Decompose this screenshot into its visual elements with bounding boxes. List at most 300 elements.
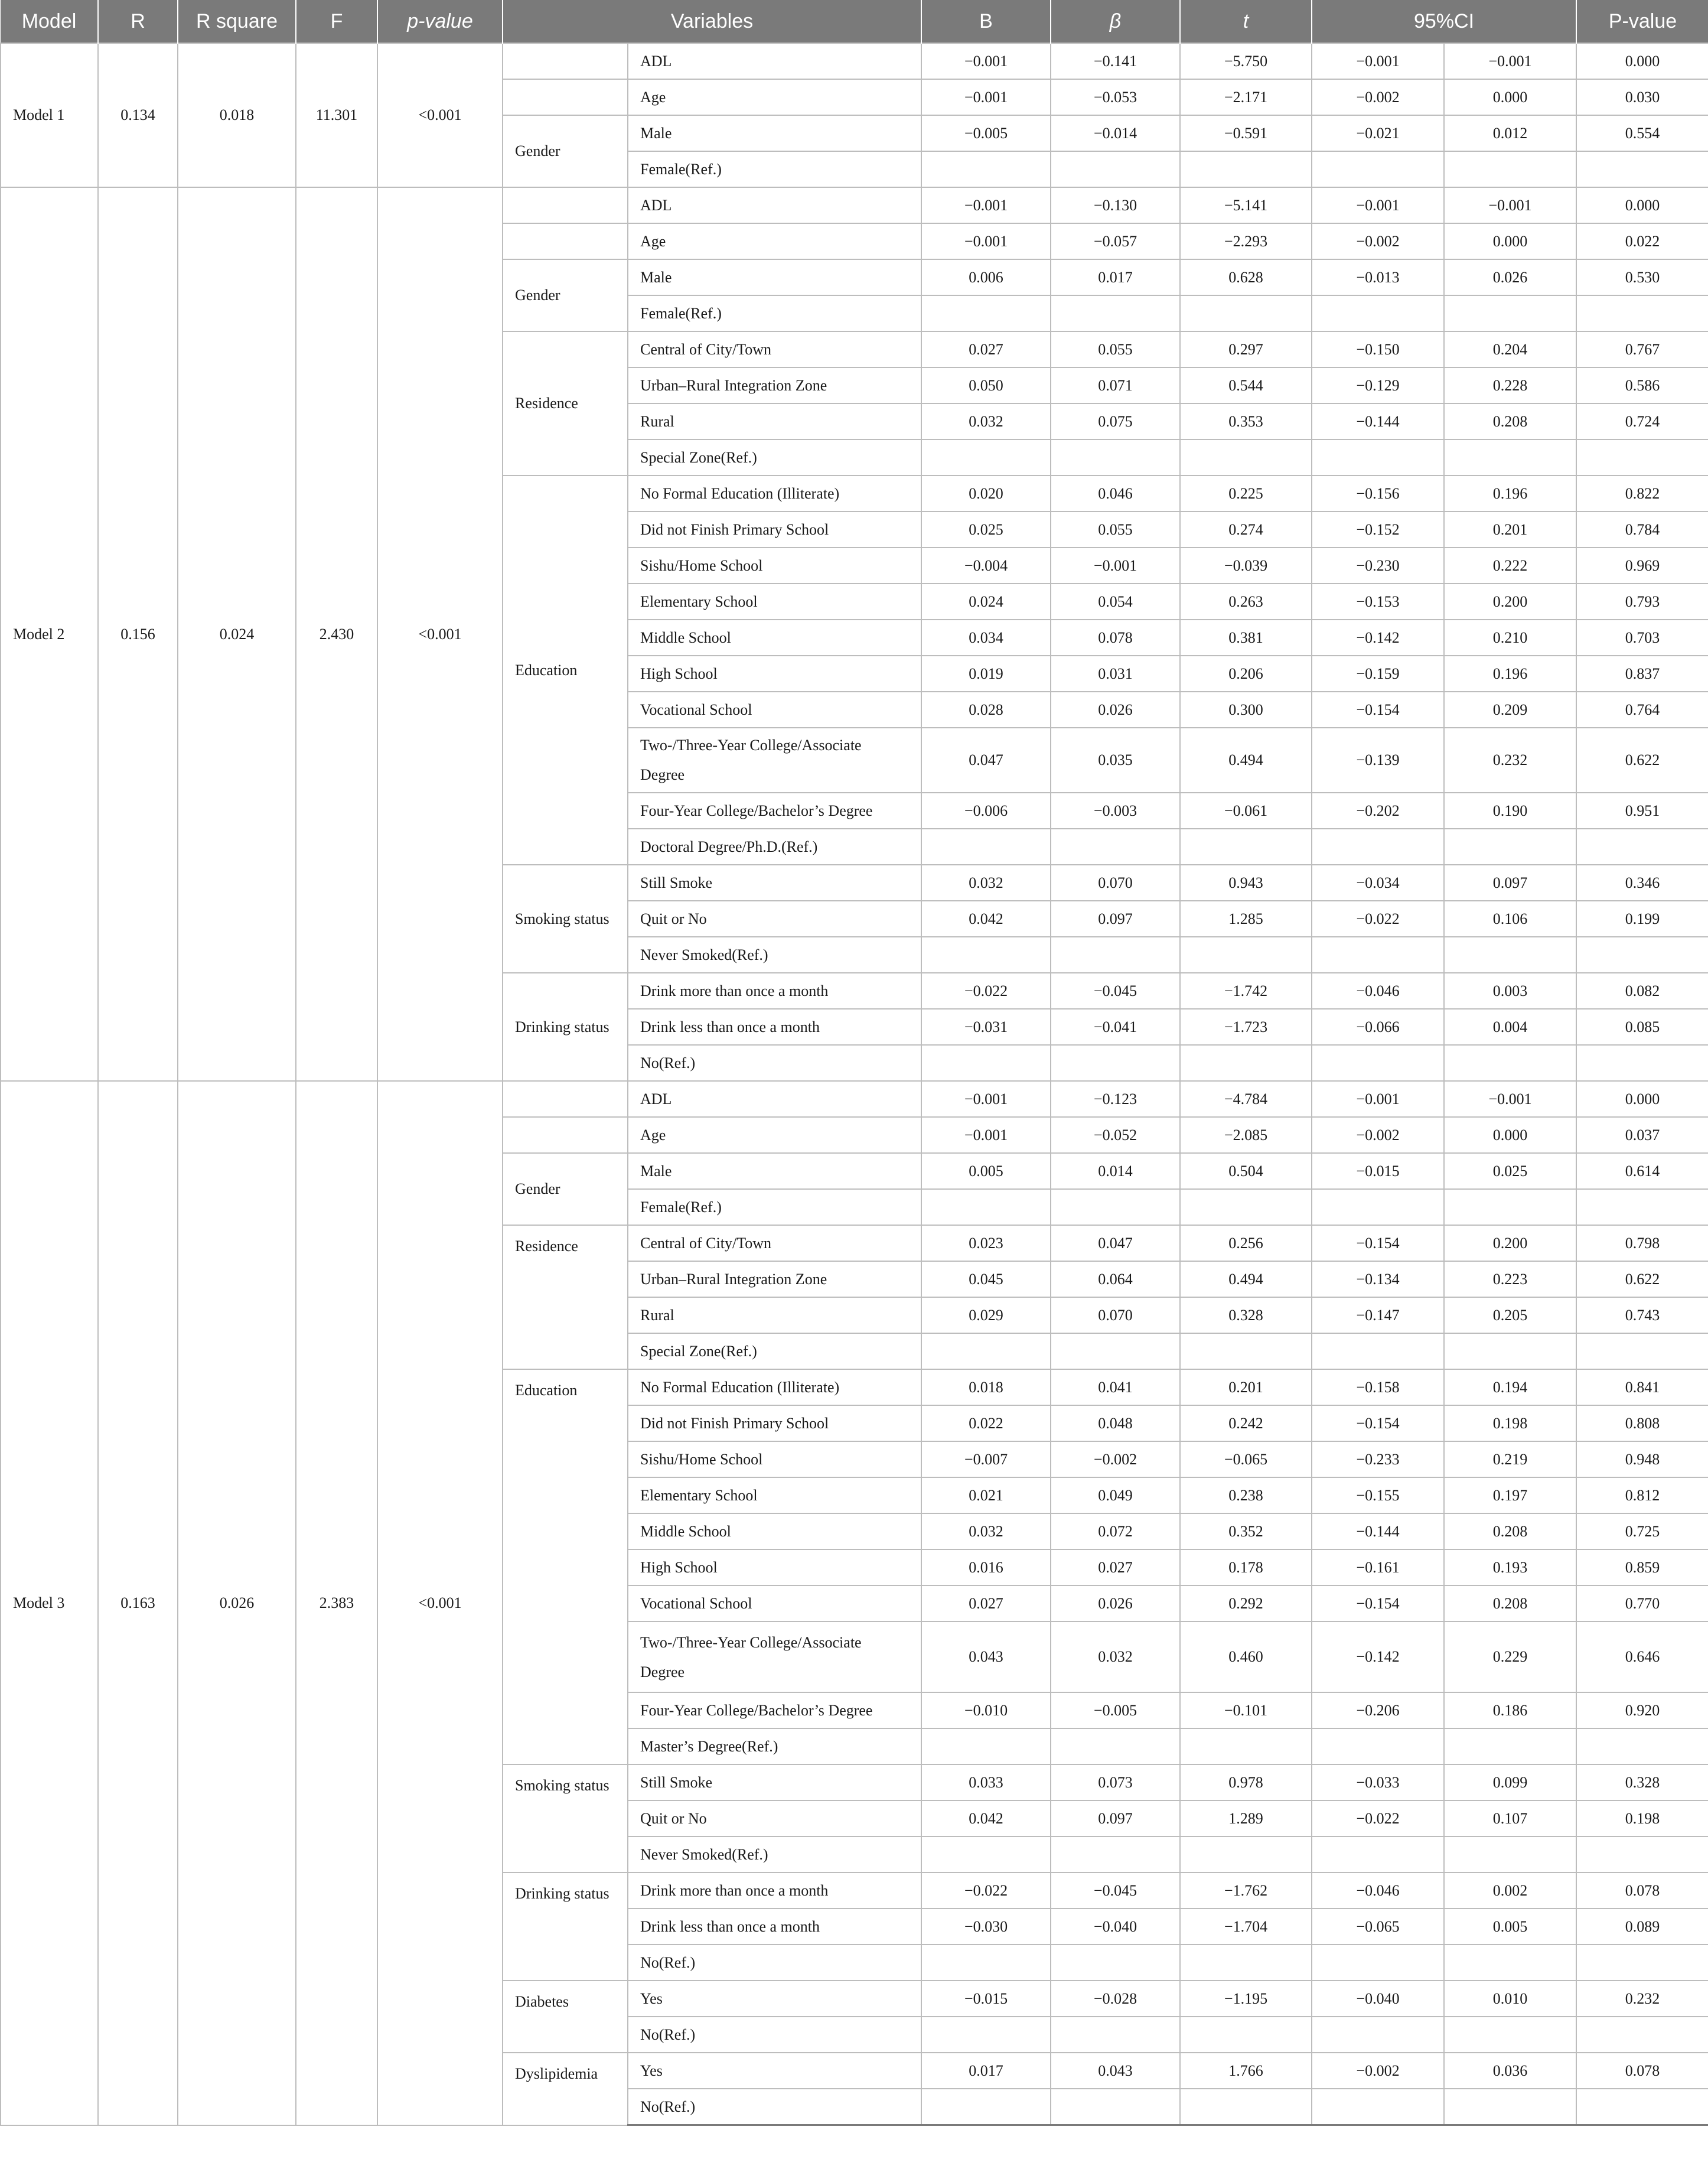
coef-b: −0.001 — [921, 1081, 1051, 1117]
coef-b: 0.006 — [921, 259, 1051, 295]
coef-beta: −0.123 — [1051, 1081, 1180, 1117]
coef-t — [1180, 1333, 1312, 1369]
ci-upper: 0.097 — [1444, 865, 1576, 901]
ci-upper: 0.003 — [1444, 973, 1576, 1009]
ci-upper — [1444, 1836, 1576, 1873]
coef-b: 0.047 — [921, 728, 1051, 793]
coef-t: 0.274 — [1180, 512, 1312, 548]
variable-name: Sishu/Home School — [628, 1441, 921, 1477]
coef-beta: 0.047 — [1051, 1225, 1180, 1261]
ci-lower — [1312, 829, 1444, 865]
coef-beta: 0.064 — [1051, 1261, 1180, 1297]
coef-b — [921, 1728, 1051, 1764]
variable-name: Female(Ref.) — [628, 1189, 921, 1225]
ci-lower: −0.150 — [1312, 331, 1444, 367]
coef-b: 0.027 — [921, 1585, 1051, 1621]
row-p-value: 0.951 — [1576, 793, 1708, 829]
coef-beta: −0.045 — [1051, 973, 1180, 1009]
ci-lower — [1312, 2017, 1444, 2053]
row-p-value: 0.764 — [1576, 692, 1708, 728]
header-b: B — [921, 0, 1051, 43]
variable-name: Central of City/Town — [628, 1225, 921, 1261]
coef-b: −0.001 — [921, 187, 1051, 223]
coef-b: −0.001 — [921, 79, 1051, 115]
ci-lower: −0.158 — [1312, 1369, 1444, 1405]
group-label: Gender — [503, 1153, 628, 1225]
row-p-value — [1576, 2089, 1708, 2125]
coef-t: 0.460 — [1180, 1621, 1312, 1692]
variable-name: Age — [628, 223, 921, 259]
ci-upper — [1444, 1728, 1576, 1764]
coef-b — [921, 1045, 1051, 1081]
row-p-value: 0.859 — [1576, 1549, 1708, 1585]
ci-upper: 0.196 — [1444, 476, 1576, 512]
coef-b: −0.006 — [921, 793, 1051, 829]
group-label: Residence — [503, 1225, 628, 1369]
coef-beta: −0.028 — [1051, 1981, 1180, 2017]
coef-t — [1180, 1945, 1312, 1981]
coef-t: 1.289 — [1180, 1800, 1312, 1836]
row-p-value — [1576, 439, 1708, 476]
coef-t — [1180, 1728, 1312, 1764]
group-label: Education — [503, 476, 628, 865]
coef-b — [921, 1189, 1051, 1225]
coef-t: −1.762 — [1180, 1873, 1312, 1909]
row-p-value — [1576, 937, 1708, 973]
coef-b: 0.021 — [921, 1477, 1051, 1513]
row-p-value — [1576, 1836, 1708, 1873]
variable-name: Female(Ref.) — [628, 151, 921, 187]
ci-lower: −0.046 — [1312, 973, 1444, 1009]
ci-upper: 0.186 — [1444, 1692, 1576, 1728]
model-f: 11.301 — [296, 43, 377, 187]
row-p-value — [1576, 1189, 1708, 1225]
coef-beta — [1051, 1045, 1180, 1081]
ci-lower: −0.129 — [1312, 367, 1444, 403]
ci-lower: −0.154 — [1312, 1405, 1444, 1441]
row-p-value: 0.724 — [1576, 403, 1708, 439]
coef-beta — [1051, 937, 1180, 973]
variable-name: Yes — [628, 1981, 921, 2017]
header-p-value-2: P-value — [1576, 0, 1708, 43]
variable-name: Male — [628, 259, 921, 295]
variable-name: Elementary School — [628, 1477, 921, 1513]
row-p-value: 0.232 — [1576, 1981, 1708, 2017]
group-label — [503, 223, 628, 259]
ci-lower: −0.034 — [1312, 865, 1444, 901]
ci-upper — [1444, 439, 1576, 476]
header-f: F — [296, 0, 377, 43]
variable-name: Still Smoke — [628, 1764, 921, 1800]
ci-lower: −0.155 — [1312, 1477, 1444, 1513]
coef-t: 0.292 — [1180, 1585, 1312, 1621]
ci-lower: −0.040 — [1312, 1981, 1444, 2017]
coef-b — [921, 151, 1051, 187]
row-p-value: 0.622 — [1576, 1261, 1708, 1297]
variable-name: Four-Year College/Bachelor’s Degree — [628, 793, 921, 829]
ci-lower: −0.002 — [1312, 79, 1444, 115]
row-p-value: 0.199 — [1576, 901, 1708, 937]
ci-lower: −0.161 — [1312, 1549, 1444, 1585]
coef-b: 0.045 — [921, 1261, 1051, 1297]
variable-name: Drink less than once a month — [628, 1909, 921, 1945]
variable-name: Urban–Rural Integration Zone — [628, 1261, 921, 1297]
variable-name: Did not Finish Primary School — [628, 1405, 921, 1441]
coef-b: −0.010 — [921, 1692, 1051, 1728]
row-p-value — [1576, 1045, 1708, 1081]
coef-beta: −0.053 — [1051, 79, 1180, 115]
ci-upper — [1444, 937, 1576, 973]
variable-name: Male — [628, 115, 921, 151]
ci-upper: 0.106 — [1444, 901, 1576, 937]
variable-name: Drink less than once a month — [628, 1009, 921, 1045]
coef-b — [921, 439, 1051, 476]
coef-b: 0.022 — [921, 1405, 1051, 1441]
variable-name: Elementary School — [628, 584, 921, 620]
ci-lower: −0.001 — [1312, 1081, 1444, 1117]
coef-b: −0.004 — [921, 548, 1051, 584]
group-label: Diabetes — [503, 1981, 628, 2053]
ci-lower: −0.206 — [1312, 1692, 1444, 1728]
coef-beta: 0.046 — [1051, 476, 1180, 512]
variable-name: High School — [628, 1549, 921, 1585]
ci-upper — [1444, 1945, 1576, 1981]
ci-upper: 0.200 — [1444, 584, 1576, 620]
coef-b: 0.017 — [921, 2053, 1051, 2089]
row-p-value: 0.328 — [1576, 1764, 1708, 1800]
model-r-square: 0.018 — [178, 43, 296, 187]
row-p-value: 0.703 — [1576, 620, 1708, 656]
coef-b: −0.030 — [921, 1909, 1051, 1945]
coef-t: 0.943 — [1180, 865, 1312, 901]
ci-lower: −0.022 — [1312, 1800, 1444, 1836]
variable-name: ADL — [628, 187, 921, 223]
row-p-value: 0.969 — [1576, 548, 1708, 584]
ci-upper: 0.107 — [1444, 1800, 1576, 1836]
row-p-value: 0.614 — [1576, 1153, 1708, 1189]
variable-name: Middle School — [628, 1513, 921, 1549]
row-p-value: 0.346 — [1576, 865, 1708, 901]
coef-t: −1.723 — [1180, 1009, 1312, 1045]
coef-beta: 0.070 — [1051, 865, 1180, 901]
coef-t: −1.704 — [1180, 1909, 1312, 1945]
coef-t — [1180, 1189, 1312, 1225]
ci-lower — [1312, 1333, 1444, 1369]
header-95ci: 95%CI — [1312, 0, 1576, 43]
coef-t: 0.628 — [1180, 259, 1312, 295]
coef-b: −0.015 — [921, 1981, 1051, 2017]
ci-lower — [1312, 151, 1444, 187]
variable-name: Vocational School — [628, 692, 921, 728]
row-p-value: 0.198 — [1576, 1800, 1708, 1836]
coef-t: −2.085 — [1180, 1117, 1312, 1153]
ci-lower: −0.139 — [1312, 728, 1444, 793]
row-p-value: 0.948 — [1576, 1441, 1708, 1477]
ci-lower: −0.202 — [1312, 793, 1444, 829]
ci-upper: 0.000 — [1444, 1117, 1576, 1153]
coef-beta: 0.055 — [1051, 512, 1180, 548]
coef-t: 0.353 — [1180, 403, 1312, 439]
variable-name: No(Ref.) — [628, 2089, 921, 2125]
variable-name: No(Ref.) — [628, 2017, 921, 2053]
coef-t — [1180, 151, 1312, 187]
model-f: 2.383 — [296, 1081, 377, 2125]
ci-upper — [1444, 2089, 1576, 2125]
coef-b: −0.022 — [921, 1873, 1051, 1909]
table-row — [1, 187, 1708, 223]
ci-upper: 0.219 — [1444, 1441, 1576, 1477]
ci-lower: −0.154 — [1312, 692, 1444, 728]
coef-t: 0.504 — [1180, 1153, 1312, 1189]
coef-t: 0.381 — [1180, 620, 1312, 656]
coef-t: −0.101 — [1180, 1692, 1312, 1728]
coef-b — [921, 2089, 1051, 2125]
coef-beta: 0.026 — [1051, 692, 1180, 728]
coef-beta: 0.070 — [1051, 1297, 1180, 1333]
row-p-value: 0.808 — [1576, 1405, 1708, 1441]
coef-t: −0.039 — [1180, 548, 1312, 584]
row-p-value: 0.920 — [1576, 1692, 1708, 1728]
row-p-value — [1576, 1333, 1708, 1369]
ci-upper: 0.193 — [1444, 1549, 1576, 1585]
group-label — [503, 79, 628, 115]
coef-t — [1180, 937, 1312, 973]
ci-lower — [1312, 937, 1444, 973]
coef-t: −4.784 — [1180, 1081, 1312, 1117]
ci-upper: −0.001 — [1444, 1081, 1576, 1117]
coef-beta: −0.002 — [1051, 1441, 1180, 1477]
model-p-value: <0.001 — [377, 187, 503, 1081]
ci-lower: −0.021 — [1312, 115, 1444, 151]
variable-name: Age — [628, 79, 921, 115]
coef-beta — [1051, 151, 1180, 187]
coef-beta: −0.005 — [1051, 1692, 1180, 1728]
ci-upper: 0.000 — [1444, 79, 1576, 115]
coef-b: −0.005 — [921, 115, 1051, 151]
ci-upper: 0.025 — [1444, 1153, 1576, 1189]
ci-lower: −0.001 — [1312, 43, 1444, 79]
ci-upper: 0.201 — [1444, 512, 1576, 548]
ci-upper: 0.228 — [1444, 367, 1576, 403]
coef-beta: 0.072 — [1051, 1513, 1180, 1549]
ci-lower: −0.015 — [1312, 1153, 1444, 1189]
ci-upper: 0.002 — [1444, 1873, 1576, 1909]
coef-b: 0.034 — [921, 620, 1051, 656]
group-label — [503, 187, 628, 223]
ci-upper — [1444, 829, 1576, 865]
coef-beta: 0.017 — [1051, 259, 1180, 295]
coef-b: −0.001 — [921, 223, 1051, 259]
header-variables: Variables — [503, 0, 921, 43]
variable-name: Male — [628, 1153, 921, 1189]
table-row — [1, 43, 1708, 79]
coef-beta: 0.048 — [1051, 1405, 1180, 1441]
coef-t: 0.328 — [1180, 1297, 1312, 1333]
ci-lower — [1312, 1836, 1444, 1873]
coef-t: 0.494 — [1180, 728, 1312, 793]
coef-b: 0.020 — [921, 476, 1051, 512]
ci-lower — [1312, 295, 1444, 331]
ci-upper: 0.000 — [1444, 223, 1576, 259]
coef-b: 0.050 — [921, 367, 1051, 403]
model-r: 0.156 — [98, 187, 178, 1081]
coef-b — [921, 1945, 1051, 1981]
ci-upper: 0.222 — [1444, 548, 1576, 584]
coef-beta — [1051, 2017, 1180, 2053]
coef-beta: 0.043 — [1051, 2053, 1180, 2089]
coef-beta: 0.097 — [1051, 901, 1180, 937]
row-p-value: 0.841 — [1576, 1369, 1708, 1405]
coef-beta: 0.035 — [1051, 728, 1180, 793]
variable-name: Doctoral Degree/Ph.D.(Ref.) — [628, 829, 921, 865]
coef-b — [921, 2017, 1051, 2053]
coef-beta — [1051, 829, 1180, 865]
ci-upper: 0.026 — [1444, 259, 1576, 295]
model-f: 2.430 — [296, 187, 377, 1081]
coef-t: 1.766 — [1180, 2053, 1312, 2089]
ci-upper: 0.099 — [1444, 1764, 1576, 1800]
model-p-value: <0.001 — [377, 43, 503, 187]
ci-upper: 0.210 — [1444, 620, 1576, 656]
coef-b — [921, 295, 1051, 331]
variable-name: No(Ref.) — [628, 1945, 921, 1981]
ci-lower: −0.154 — [1312, 1585, 1444, 1621]
group-label: Drinking status — [503, 1873, 628, 1981]
row-p-value: 0.030 — [1576, 79, 1708, 115]
ci-upper: 0.223 — [1444, 1261, 1576, 1297]
coef-t: −2.171 — [1180, 79, 1312, 115]
group-label — [503, 1081, 628, 1117]
coef-t: −0.061 — [1180, 793, 1312, 829]
coef-beta: −0.041 — [1051, 1009, 1180, 1045]
variable-name: Middle School — [628, 620, 921, 656]
coef-beta: 0.032 — [1051, 1621, 1180, 1692]
ci-lower — [1312, 1045, 1444, 1081]
header-row — [1, 0, 1708, 43]
coef-t: −2.293 — [1180, 223, 1312, 259]
coef-beta: 0.055 — [1051, 331, 1180, 367]
ci-upper — [1444, 2017, 1576, 2053]
variable-name: High School — [628, 656, 921, 692]
ci-lower: −0.142 — [1312, 1621, 1444, 1692]
ci-lower: −0.154 — [1312, 1225, 1444, 1261]
coef-t: 0.242 — [1180, 1405, 1312, 1441]
coef-beta: −0.057 — [1051, 223, 1180, 259]
variable-name: Special Zone(Ref.) — [628, 439, 921, 476]
coef-beta: 0.054 — [1051, 584, 1180, 620]
coef-t: −1.195 — [1180, 1981, 1312, 2017]
row-p-value: 0.078 — [1576, 2053, 1708, 2089]
coef-beta: 0.073 — [1051, 1764, 1180, 1800]
coef-beta — [1051, 439, 1180, 476]
coef-t — [1180, 1045, 1312, 1081]
coef-t: −5.141 — [1180, 187, 1312, 223]
ci-upper: 0.232 — [1444, 728, 1576, 793]
coef-beta: −0.040 — [1051, 1909, 1180, 1945]
variable-name: Quit or No — [628, 1800, 921, 1836]
variable-name: No(Ref.) — [628, 1045, 921, 1081]
ci-lower: −0.002 — [1312, 1117, 1444, 1153]
coef-t: 0.206 — [1180, 656, 1312, 692]
coef-t: 0.978 — [1180, 1764, 1312, 1800]
ci-upper: 0.209 — [1444, 692, 1576, 728]
coef-beta: −0.014 — [1051, 115, 1180, 151]
variable-name: Four-Year College/Bachelor’s Degree — [628, 1692, 921, 1728]
ci-lower: −0.159 — [1312, 656, 1444, 692]
coef-t: 0.225 — [1180, 476, 1312, 512]
group-label: Dyslipidemia — [503, 2053, 628, 2125]
header-model: Model — [1, 0, 98, 43]
ci-lower — [1312, 439, 1444, 476]
ci-lower: −0.144 — [1312, 403, 1444, 439]
coef-b: 0.033 — [921, 1764, 1051, 1800]
variable-name: Vocational School — [628, 1585, 921, 1621]
row-p-value: 0.554 — [1576, 115, 1708, 151]
variable-name: ADL — [628, 43, 921, 79]
variable-name: Female(Ref.) — [628, 295, 921, 331]
row-p-value: 0.586 — [1576, 367, 1708, 403]
coef-t — [1180, 2017, 1312, 2053]
coef-t — [1180, 2089, 1312, 2125]
row-p-value — [1576, 1945, 1708, 1981]
ci-lower: −0.233 — [1312, 1441, 1444, 1477]
coef-beta: 0.041 — [1051, 1369, 1180, 1405]
ci-upper — [1444, 1189, 1576, 1225]
row-p-value: 0.770 — [1576, 1585, 1708, 1621]
coef-t: 0.201 — [1180, 1369, 1312, 1405]
row-p-value: 0.037 — [1576, 1117, 1708, 1153]
ci-lower: −0.230 — [1312, 548, 1444, 584]
ci-lower: −0.142 — [1312, 620, 1444, 656]
ci-upper: −0.001 — [1444, 187, 1576, 223]
row-p-value: 0.022 — [1576, 223, 1708, 259]
row-p-value: 0.078 — [1576, 1873, 1708, 1909]
variable-name: Drink more than once a month — [628, 1873, 921, 1909]
coef-beta: −0.001 — [1051, 548, 1180, 584]
row-p-value: 0.725 — [1576, 1513, 1708, 1549]
model-r: 0.163 — [98, 1081, 178, 2125]
group-label: Smoking status — [503, 865, 628, 973]
ci-lower: −0.147 — [1312, 1297, 1444, 1333]
row-p-value — [1576, 151, 1708, 187]
ci-upper: 0.012 — [1444, 115, 1576, 151]
ci-upper: 0.208 — [1444, 1585, 1576, 1621]
coef-b: 0.042 — [921, 1800, 1051, 1836]
coef-b: 0.024 — [921, 584, 1051, 620]
coef-b: 0.016 — [921, 1549, 1051, 1585]
ci-upper: 0.196 — [1444, 656, 1576, 692]
coef-t: 1.285 — [1180, 901, 1312, 937]
coef-beta: 0.097 — [1051, 1800, 1180, 1836]
row-p-value: 0.089 — [1576, 1909, 1708, 1945]
ci-upper: 0.190 — [1444, 793, 1576, 829]
coef-b — [921, 1836, 1051, 1873]
coef-b: −0.001 — [921, 1117, 1051, 1153]
row-p-value: 0.784 — [1576, 512, 1708, 548]
row-p-value: 0.646 — [1576, 1621, 1708, 1692]
row-p-value: 0.837 — [1576, 656, 1708, 692]
ci-lower: −0.144 — [1312, 1513, 1444, 1549]
group-label — [503, 43, 628, 79]
coef-t: 0.297 — [1180, 331, 1312, 367]
coef-t: −1.742 — [1180, 973, 1312, 1009]
coef-b — [921, 829, 1051, 865]
coef-beta — [1051, 2089, 1180, 2125]
coef-b: 0.025 — [921, 512, 1051, 548]
variable-name: Rural — [628, 1297, 921, 1333]
row-p-value: 0.793 — [1576, 584, 1708, 620]
model-p-value: <0.001 — [377, 1081, 503, 2125]
